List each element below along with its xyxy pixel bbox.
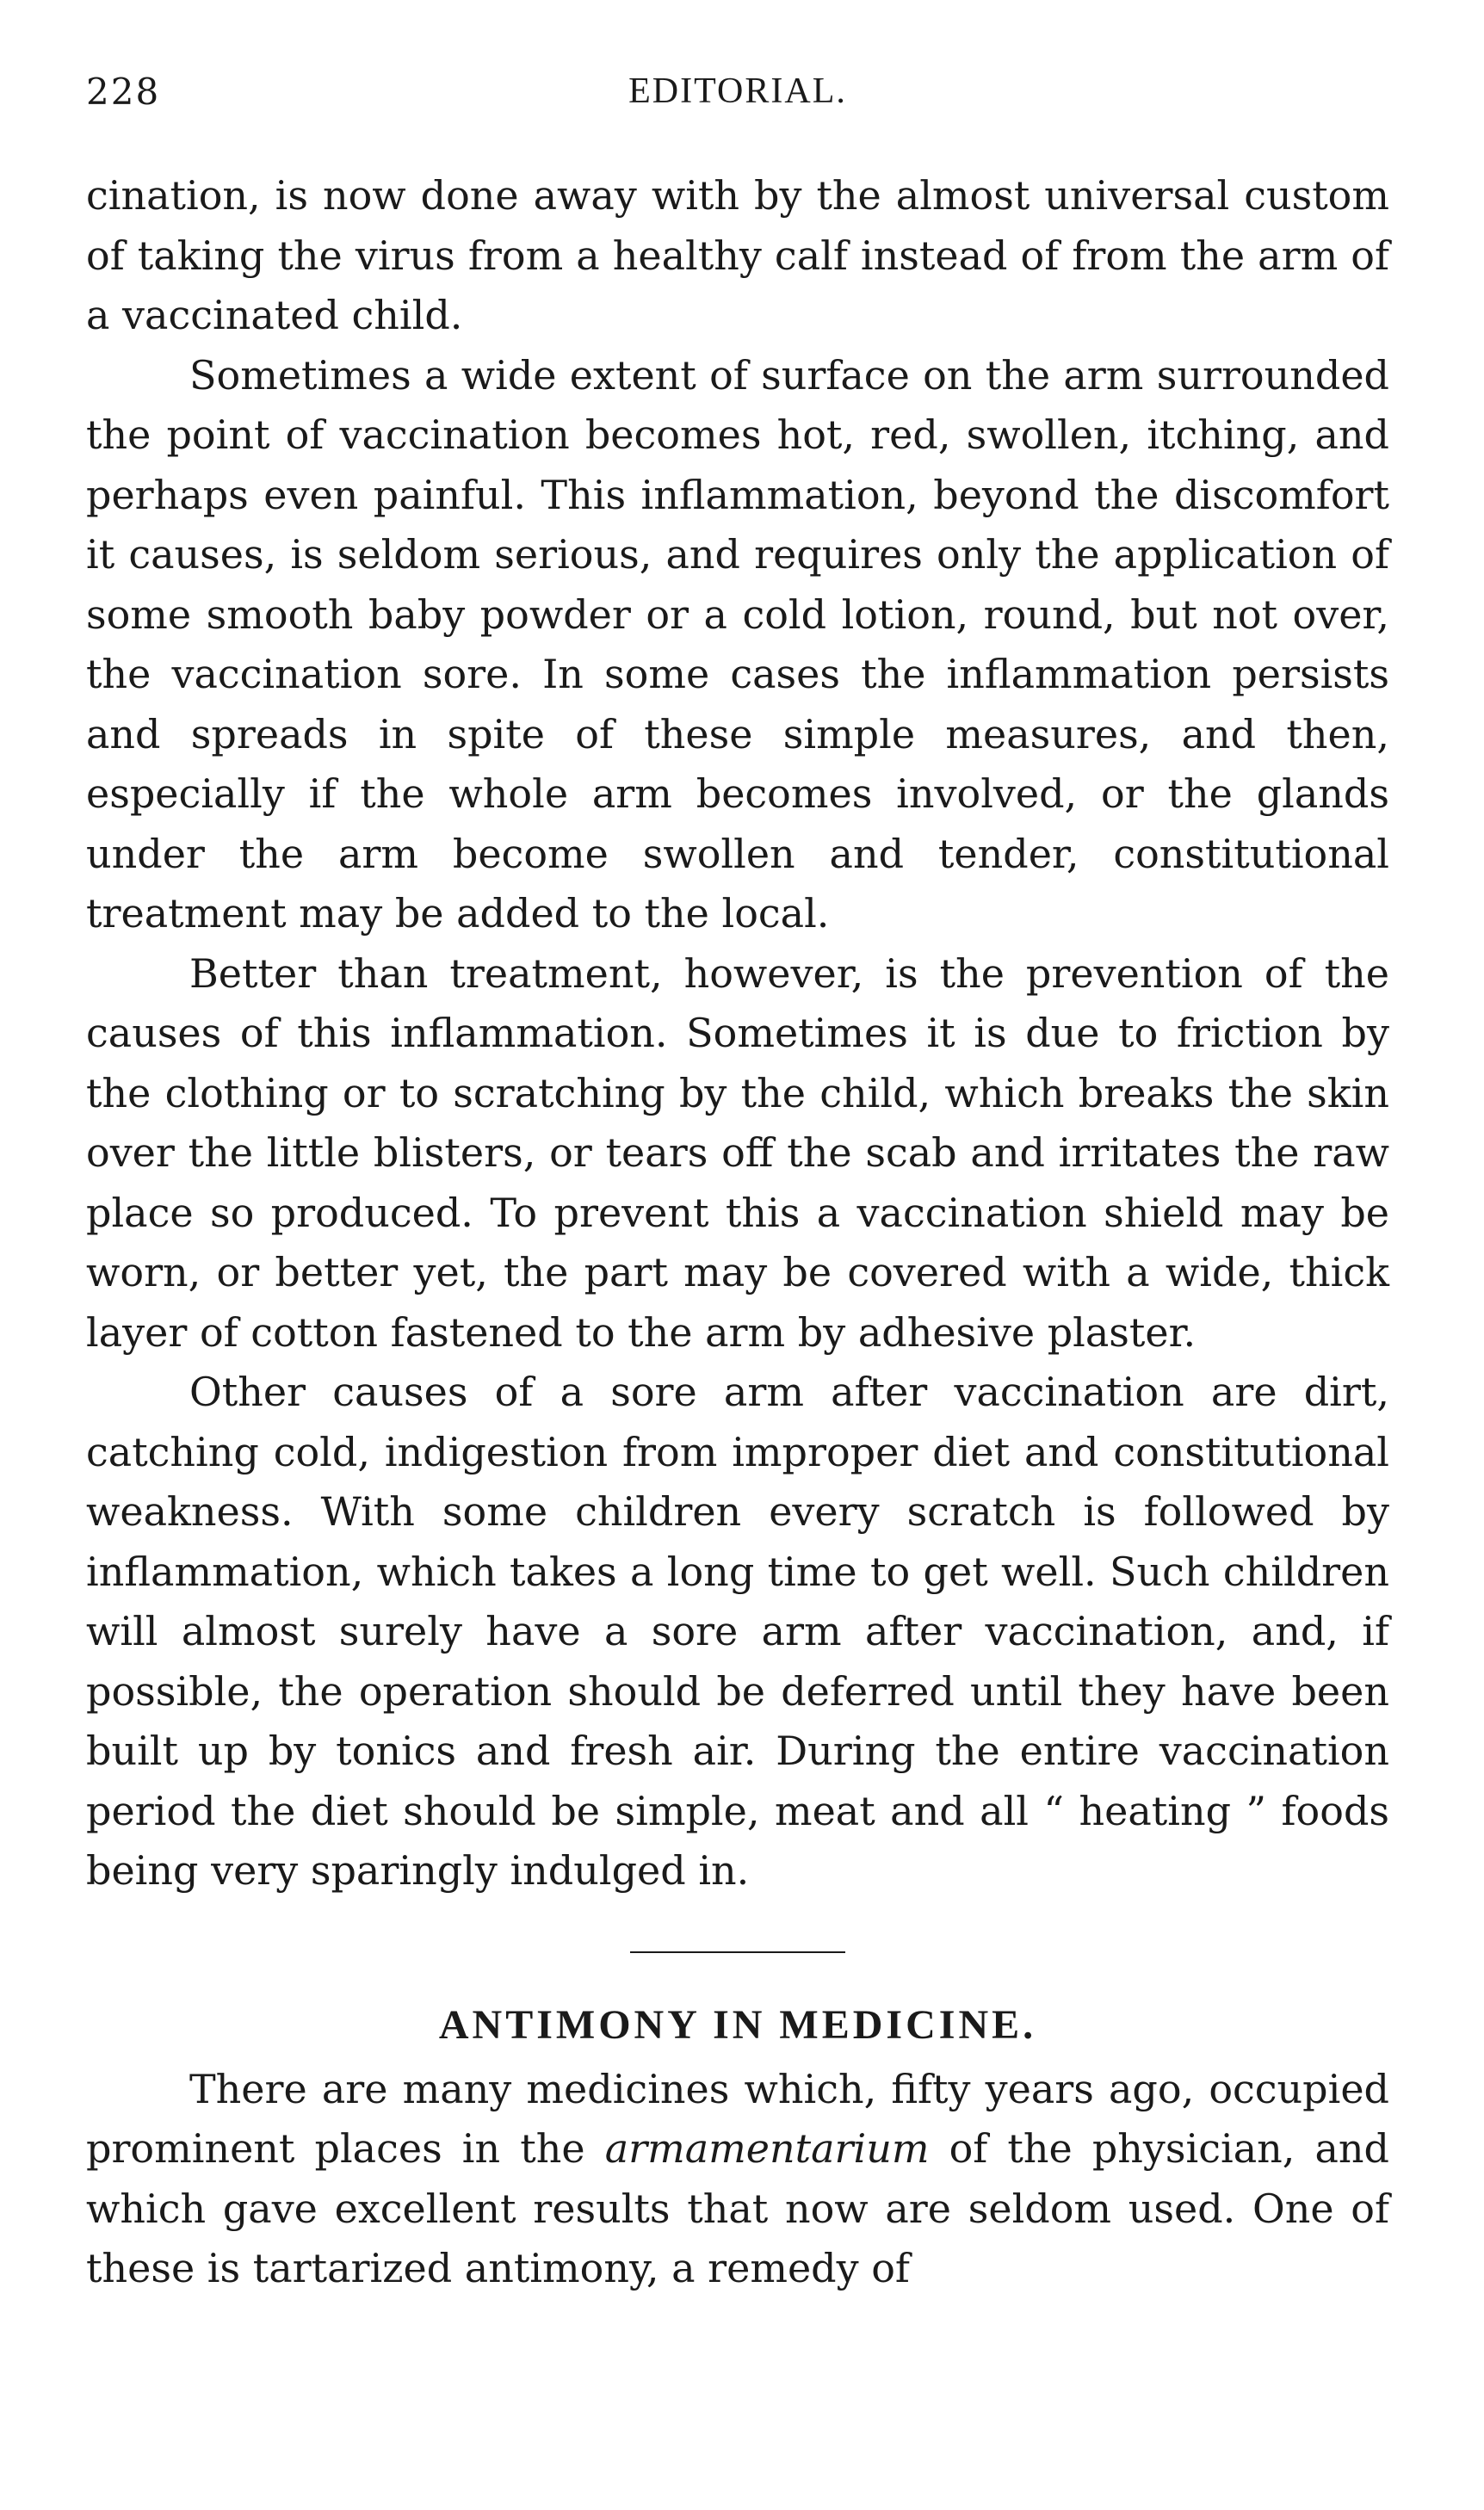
- running-head: [86, 71, 1389, 122]
- paragraph: Better than treatment, however, is the prevention of the causes of this inflammation. Sometimes it is due to friction by the clothing or to scratching by the child, which breaks the skin over the little blisters, or tears off the scab and irritates the raw place so produced. To prevent this a vaccination shield may be worn, or better yet, the part may be covered with a wide, thick layer of cotton fastened to the arm by adhesive plaster.: [86, 949, 1389, 1356]
- section-paragraph: [86, 2060, 1389, 2299]
- article-body: [86, 166, 1389, 2299]
- paragraph-continued: cination, is now done away with by the almost universal custom of taking the virus from a healthy calf instead of from the arm of a vaccinated child.: [86, 172, 1389, 338]
- paragraph: Other causes of a sore arm after vaccination are dirt, catching cold, indigestion from improper diet and constitutional weakness. With some children every scratch is followed by inflammation, which takes a long time to get well. Such children will almost surely have a sore arm after vaccination, and, if possible, the operation should be deferred until they have been built up by tonics and fresh air. During the entire vaccination period the diet should be simple, meat and all “ heating ” foods being very sparingly indulged in.: [86, 1369, 1389, 1894]
- section-text-end: of the physician, and which gave excellent results that now are seldom used. One of these is tartarized antimony, a remedy of: [86, 2125, 1389, 2291]
- section-heading: ANTIMONY IN MEDICINE.: [438, 2001, 1037, 2048]
- section-divider: [630, 1951, 845, 1953]
- running-title: EDITORIAL.: [628, 71, 847, 111]
- section-text-start: There are many medicines which, fifty years ago, occupied prominent places in the: [86, 2065, 1389, 2172]
- page-number: 228: [86, 71, 161, 113]
- paragraph: Sometimes a wide extent of surface on the arm surrounded the point of vaccination becomes hot, red, swollen, itching, and perhaps even painful. This inflammation, beyond the discomfort it causes, is seldom serious, and requires only the application of some smooth baby powder or a cold lotion, round, but not over, the vaccination sore. In some cases the inflammation persists and spreads in spite of these simple measures, and then, especially if the whole arm becomes involved, or the glands under the arm become swollen and tender, constitutional treatment may be added to the local.: [86, 351, 1389, 937]
- italic-term: armamentarium: [604, 2125, 930, 2172]
